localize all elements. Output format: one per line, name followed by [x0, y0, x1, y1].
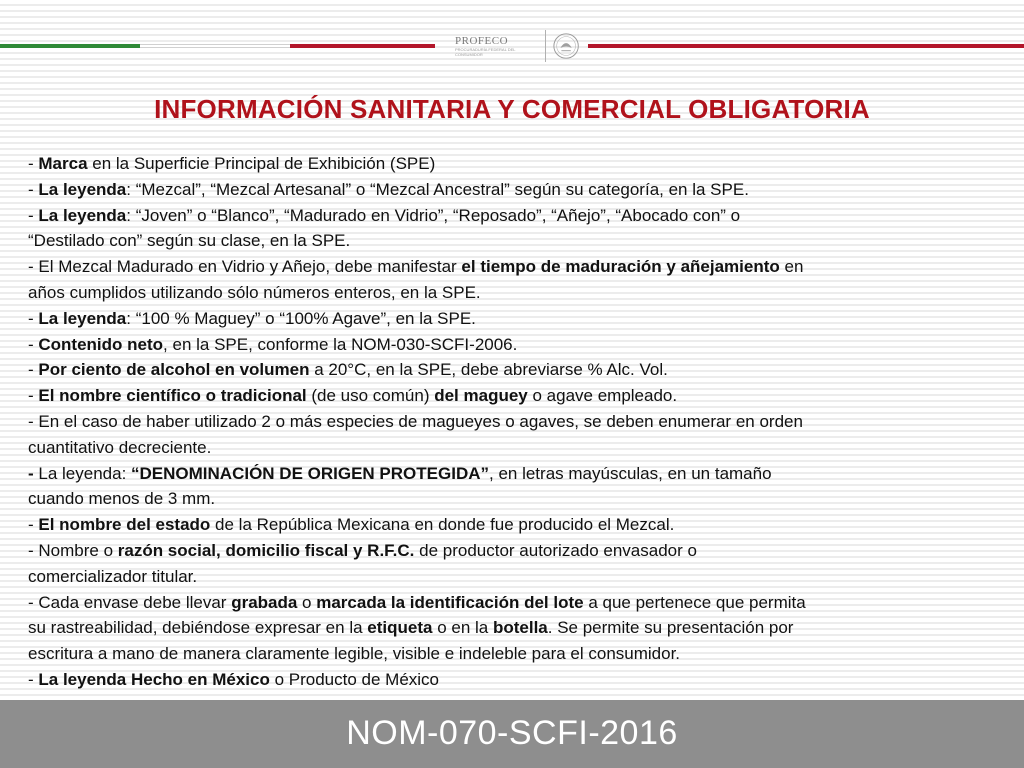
list-item-continuation	[28, 615, 1012, 641]
text: cuando menos de 3 mm.	[28, 489, 216, 509]
dash: -	[28, 154, 39, 173]
logo-name: PROFECO	[455, 35, 509, 47]
flag-bar-red-right	[588, 44, 1024, 48]
flag-bar-red-left	[290, 44, 435, 48]
text: . Se permite su presentación por	[547, 618, 794, 638]
list-item	[28, 461, 1012, 487]
list-item	[28, 203, 1012, 229]
text: - Nombre o	[28, 540, 118, 560]
flag-bar-white	[140, 44, 290, 48]
text: - En el caso de haber utilizado 2 o más especies de magueyes o agaves, se deben enumerar en orden	[28, 411, 803, 431]
text: : “Mezcal”, “Mezcal Artesanal” o “Mezcal Ancestral” según su categoría, en la SPE.	[126, 179, 749, 199]
bold-text: del maguey	[434, 386, 528, 406]
dash: -	[28, 334, 39, 354]
bold-text: el tiempo de maduración y añejamiento	[461, 257, 780, 277]
bold-dash: -	[28, 463, 39, 483]
text: en	[779, 257, 804, 277]
text: comercializador titular.	[28, 566, 198, 586]
bold-text: El nombre del estado	[38, 515, 211, 535]
national-seal-icon	[552, 31, 580, 61]
logo-divider	[545, 30, 546, 62]
list-item	[28, 306, 1012, 332]
list-item	[28, 254, 1012, 280]
list-item	[28, 538, 1012, 564]
list-item-continuation	[28, 641, 1012, 667]
list-item-continuation	[28, 486, 1012, 512]
list-item-continuation	[28, 564, 1012, 590]
list-item	[28, 357, 1012, 383]
bold-text: La leyenda	[38, 205, 127, 225]
text: cuantitativo decreciente.	[28, 437, 212, 457]
text: o	[297, 592, 317, 612]
profeco-logo	[455, 26, 580, 66]
bold-text: etiqueta	[367, 618, 433, 638]
list-item	[28, 383, 1012, 409]
list-item	[28, 512, 1012, 538]
text: a 20°C, en la SPE, debe abreviarse % Alc. Vol.	[309, 360, 668, 380]
page-title: INFORMACIÓN SANITARIA Y COMERCIAL OBLIGATORIA	[154, 94, 870, 124]
list-item	[28, 667, 1012, 693]
bold-text: grabada	[231, 592, 298, 612]
bold-text: El nombre científico o tradicional	[38, 386, 307, 406]
dash: -	[28, 308, 39, 328]
list-item-continuation	[28, 280, 1012, 306]
logo-text	[455, 35, 539, 57]
list-item	[28, 177, 1012, 203]
text: “Destilado con” según su clase, en la SPE.	[28, 231, 351, 251]
dash: -	[28, 179, 39, 199]
text: : “100 % Maguey” o “100% Agave”, en la SPE.	[126, 308, 476, 328]
footer-norm-label: NOM-070-SCFI-2016	[346, 714, 678, 752]
text: escritura a mano de manera claramente legible, visible e indeleble para el consumidor.	[28, 644, 681, 664]
dash: -	[28, 515, 39, 535]
bold-text: “DENOMINACIÓN DE ORIGEN PROTEGIDA”	[131, 463, 489, 483]
bold-text: Marca	[38, 154, 88, 173]
text: a que pertenece que permita	[583, 592, 806, 612]
text: de productor autorizado envasador o	[414, 540, 697, 560]
bold-text: botella	[492, 618, 548, 638]
text: su rastreabilidad, debiéndose expresar en la	[28, 618, 368, 638]
logo-subtitle: PROCURADURÍA FEDERAL DEL CONSUMIDOR	[455, 47, 516, 57]
text: en la Superficie Principal de Exhibición (SPE)	[87, 154, 436, 173]
bold-text: Por ciento de alcohol en volumen	[38, 360, 310, 380]
list-item	[28, 332, 1012, 358]
text: La leyenda:	[38, 463, 132, 483]
text: años cumplidos utilizando sólo números enteros, en la SPE.	[28, 282, 481, 302]
dash: -	[28, 360, 39, 380]
text: o Producto de México	[269, 669, 440, 689]
list-item-continuation	[28, 228, 1012, 254]
text: (de uso común)	[306, 386, 435, 406]
text: - Cada envase debe llevar	[28, 592, 232, 612]
text: , en la SPE, conforme la NOM-030-SCFI-2006.	[163, 334, 518, 354]
bold-text: La leyenda	[38, 308, 127, 328]
text: : “Joven” o “Blanco”, “Madurado en Vidrio”, “Reposado”, “Añejo”, “Abocado con” o	[126, 205, 741, 225]
list-item	[28, 151, 1012, 177]
bold-text: La leyenda Hecho en México	[38, 669, 270, 689]
bold-text: marcada la identificación del lote	[316, 592, 584, 612]
text: o en la	[432, 618, 493, 638]
dash: -	[28, 669, 39, 689]
requirements-list	[28, 151, 1012, 693]
bold-text: Contenido neto	[38, 334, 164, 354]
bold-text: La leyenda	[38, 179, 127, 199]
text: de la República Mexicana en donde fue producido el Mezcal.	[210, 515, 675, 535]
text: - El Mezcal Madurado en Vidrio y Añejo, debe manifestar	[28, 257, 462, 277]
text: o agave empleado.	[527, 386, 678, 406]
bold-text: razón social, domicilio fiscal y R.F.C.	[117, 540, 415, 560]
list-item-continuation	[28, 435, 1012, 461]
list-item	[28, 409, 1012, 435]
dash: -	[28, 205, 39, 225]
dash: -	[28, 386, 39, 406]
list-item	[28, 590, 1012, 616]
text: , en letras mayúsculas, en un tamaño	[489, 463, 772, 483]
flag-bar-green	[0, 44, 140, 48]
